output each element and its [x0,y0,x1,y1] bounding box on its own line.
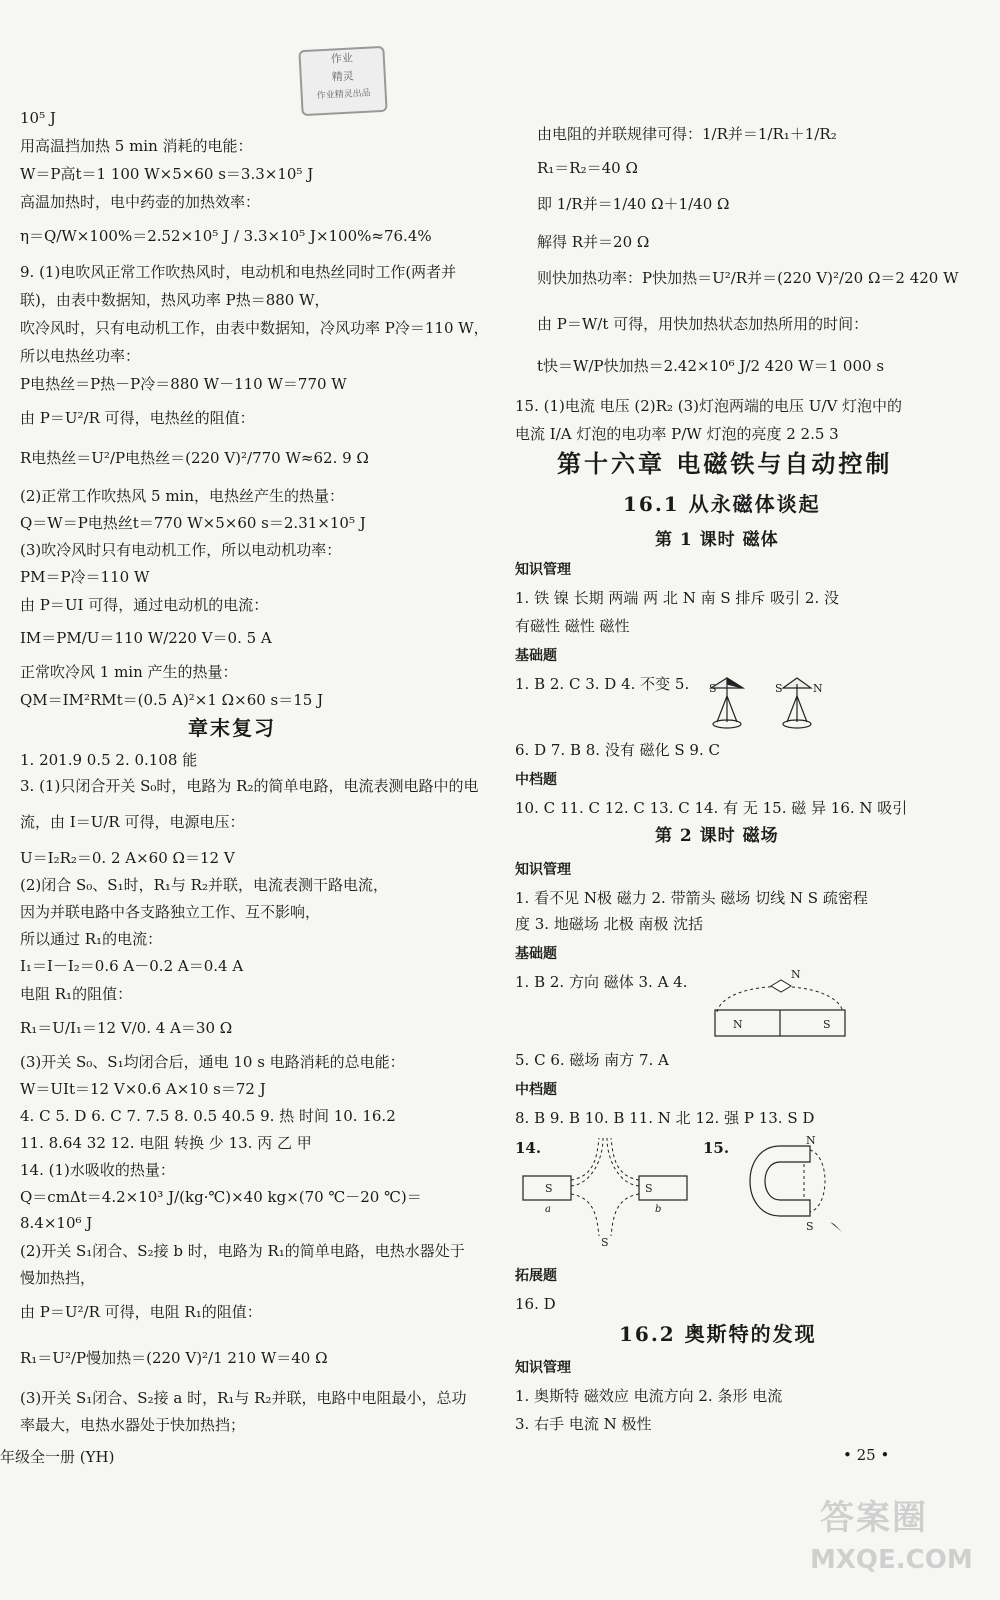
formula-line: R₁＝U/I₁＝12 V/0. 4 A＝30 Ω [20,1019,233,1037]
section-label: 知识管理 [515,1360,571,1376]
answer-line: 1. 奥斯特 磁效应 电流方向 2. 条形 电流 [515,1387,783,1405]
pole-label: N [813,682,823,695]
pole-label: S [545,1182,553,1195]
answer-line: 8. B 9. B 10. B 11. N 北 12. 强 P 13. S D [515,1109,815,1127]
answer-line: 11. 8.64 32 12. 电阻 转换 少 13. 丙 乙 甲 [20,1134,312,1152]
text-line: 10⁵ J [20,109,56,127]
text-line: (2)闭合 S₀、S₁时，R₁与 R₂并联，电流表测干路电流， [20,876,388,894]
pole-label: N [791,968,801,981]
section-label: 基础题 [515,946,557,962]
text-line: (3)吹冷风时只有电动机工作，所以电动机功率： [20,541,342,559]
formula-line: R电热丝＝U²/P电热丝＝(220 V)²/770 W≈62. 9 Ω [20,449,369,467]
formula-line: t快＝W/P快加热＝2.42×10⁶ J/2 420 W＝1 000 s [537,357,885,375]
question-label: 15. [703,1139,730,1157]
answer-line: 4. C 5. D 6. C 7. 7.5 8. 0.5 40.5 9. 热 时间 10. 16.2 [20,1107,396,1125]
text-line: 高温加热时，电中药壶的加热效率： [20,193,261,211]
text-line: 由 P＝UI 可得，通过电动机的电流： [20,596,269,614]
answer-line: 1. 铁 镍 长期 两端 两 北 N 南 S 排斥 吸引 2. 没 [515,589,840,607]
text-line: PM＝P冷＝110 W [20,568,150,586]
question-15: 15. (1)电流 电压 (2)R₂ (3)灯泡两端的电压 U/V 灯泡中的 [515,397,903,415]
label-a: a [545,1204,551,1215]
text-line: 解得 R并＝20 Ω [537,233,650,251]
text-line: 慢加热挡， [20,1269,96,1287]
text-line: W＝P高t＝1 100 W×5×60 s＝3.3×10⁵ J [20,165,314,183]
text-line: (2)开关 S₁闭合、S₂接 b 时，电路为 R₁的简单电路，电热水器处于 [20,1242,465,1260]
text-line: 所以通过 R₁的电流： [20,930,163,948]
section-label: 知识管理 [515,862,571,878]
stamp-logo: 作业 精灵 作业精灵出品 [298,46,387,116]
question-9: 9. (1)电吹风正常工作吹热风时，电动机和电热丝同时工作(两者并 [20,263,457,281]
question-label: 14. [515,1139,542,1157]
watermark-url: MXQE.COM [810,1545,973,1575]
section-label: 基础题 [515,648,557,664]
u-magnet-figure [720,1136,850,1236]
text-line: 用高温挡加热 5 min 消耗的电能： [20,137,253,155]
answer-line: 3. 右手 电流 N 极性 [515,1415,652,1433]
pole-label: S [601,1236,609,1248]
text-line: (2)正常工作吹热风 5 min，电热丝产生的热量： [20,487,345,505]
answer-line: 有磁性 磁性 磁性 [515,617,630,635]
section-label: 中档题 [515,1082,557,1098]
formula-line: 由 P＝U²/R 可得，电阻 R₁的阻值： [20,1303,262,1321]
text-line: 率最大，电热水器处于快加热挡； [20,1416,246,1434]
answer-line: 1. B 2. 方向 磁体 3. A 4. [515,973,688,991]
text-line: QM＝IM²RMt＝(0.5 A)²×1 Ω×60 s＝15 J [20,691,324,709]
pole-label: S [645,1182,653,1195]
page-number: • 25 • [843,1446,890,1464]
section-label: 拓展题 [515,1268,557,1284]
watermark-logo: 答案圈 [820,1498,928,1538]
answer-line: 10. C 11. C 12. C 13. C 14. 有 无 15. 磁 异 16. N 吸引 [515,799,908,817]
text-line: 电流 I/A 灯泡的电功率 P/W 灯泡的亮度 2 2.5 3 [515,425,839,443]
section-title: 16.1 从永磁体谈起 [623,492,821,516]
text-line: (3)开关 S₀、S₁均闭合后，通电 10 s 电路消耗的总电能： [20,1053,405,1071]
pole-label: N [806,1136,816,1147]
text-line: P电热丝＝P热－P冷＝880 W－110 W＝770 W [20,375,347,393]
text-line: 因为并联电路中各支路独立工作、互不影响， [20,903,321,921]
formula-line: IM＝PM/U＝110 W/220 V＝0. 5 A [20,629,272,647]
text-line: W＝UIt＝12 V×0.6 A×10 s＝72 J [20,1080,266,1098]
section-title: 章末复习 [188,716,276,740]
pole-label: S [823,1018,831,1031]
question-3: 3. (1)只闭合开关 S₀时，电路为 R₂的简单电路，电流表测电路中的电 [20,777,479,795]
text-line: Q＝W＝P电热丝t＝770 W×5×60 s＝2.31×10⁵ J [20,514,366,532]
text-line: I₁＝I－I₂＝0.6 A－0.2 A＝0.4 A [20,957,244,975]
section-label: 知识管理 [515,562,571,578]
formula-line: 即 1/R并＝1/40 Ω＋1/40 Ω [537,195,730,213]
label-b: b [655,1204,662,1215]
text-line: 8.4×10⁶ J [20,1214,93,1232]
formula-line: 由 P＝W/t 可得，用快加热状态加热所用的时间： [537,315,869,333]
answer-line: 1. B 2. C 3. D 4. 不变 5. [515,675,690,693]
text-line: 正常吹冷风 1 min 产生的热量： [20,663,238,681]
lesson-title: 第 2 课时 磁场 [655,826,779,846]
answer-line: 5. C 6. 磁场 南方 7. A [515,1051,669,1069]
footer-left: 年级全一册 (YH) [0,1448,115,1466]
lesson-title: 第 1 课时 磁体 [655,530,779,550]
pole-label: N [733,1018,743,1031]
formula-line: 由 P＝U²/R 可得，电热丝的阻值： [20,409,255,427]
pole-label: S [806,1220,814,1233]
section-label: 中档题 [515,772,557,788]
answer-line: 1. 看不见 N极 磁力 2. 带箭头 磁场 切线 N S 疏密程 [515,889,868,907]
text-line: 吹冷风时，只有电动机工作，由表中数据知，冷风功率 P冷＝110 W， [20,319,489,337]
formula-line: 由电阻的并联规律可得：1/R并＝1/R₁＋1/R₂ [537,125,837,143]
bar-magnet-figure [705,968,865,1048]
text-line: 电阻 R₁的阻值： [20,985,133,1003]
field-lines-figure [515,1136,695,1248]
section-title: 16.2 奥斯特的发现 [619,1322,817,1346]
formula-line: 流，由 I＝U/R 可得，电源电压： [20,813,245,831]
question-14: 14. (1)水吸收的热量： [20,1161,175,1179]
compass-figure [705,666,845,736]
answer-line: 6. D 7. B 8. 没有 磁化 S 9. C [515,741,720,759]
chapter-title: 第十六章 电磁铁与自动控制 [557,449,893,478]
answer-line: 16. D [515,1295,556,1313]
text-line: Q＝cmΔt＝4.2×10³ J/(kg·℃)×40 kg×(70 ℃－20 ℃)＝ [20,1188,422,1206]
answer-line: 1. 201.9 0.5 2. 0.108 能 [20,751,198,769]
text-line: U＝I₂R₂＝0. 2 A×60 Ω＝12 V [20,849,235,867]
formula-line: R₁＝U²/P慢加热＝(220 V)²/1 210 W＝40 Ω [20,1349,328,1367]
answer-line: 度 3. 地磁场 北极 南极 沈括 [515,915,704,933]
pole-label: S [709,682,717,695]
text-line: 联)，由表中数据知，热风功率 P热＝880 W， [20,291,330,309]
formula-line: η＝Q/W×100%＝2.52×10⁵ J / 3.3×10⁵ J×100%≈76.4% [20,227,432,245]
formula-line: 则快加热功率：P快加热＝U²/R并＝(220 V)²/20 Ω＝2 420 W [537,269,959,287]
text-line: R₁＝R₂＝40 Ω [537,159,638,177]
pole-label: S [775,682,783,695]
text-line: 所以电热丝功率： [20,347,141,365]
text-line: (3)开关 S₁闭合、S₂接 a 时，R₁与 R₂并联，电路中电阻最小，总功 [20,1389,467,1407]
